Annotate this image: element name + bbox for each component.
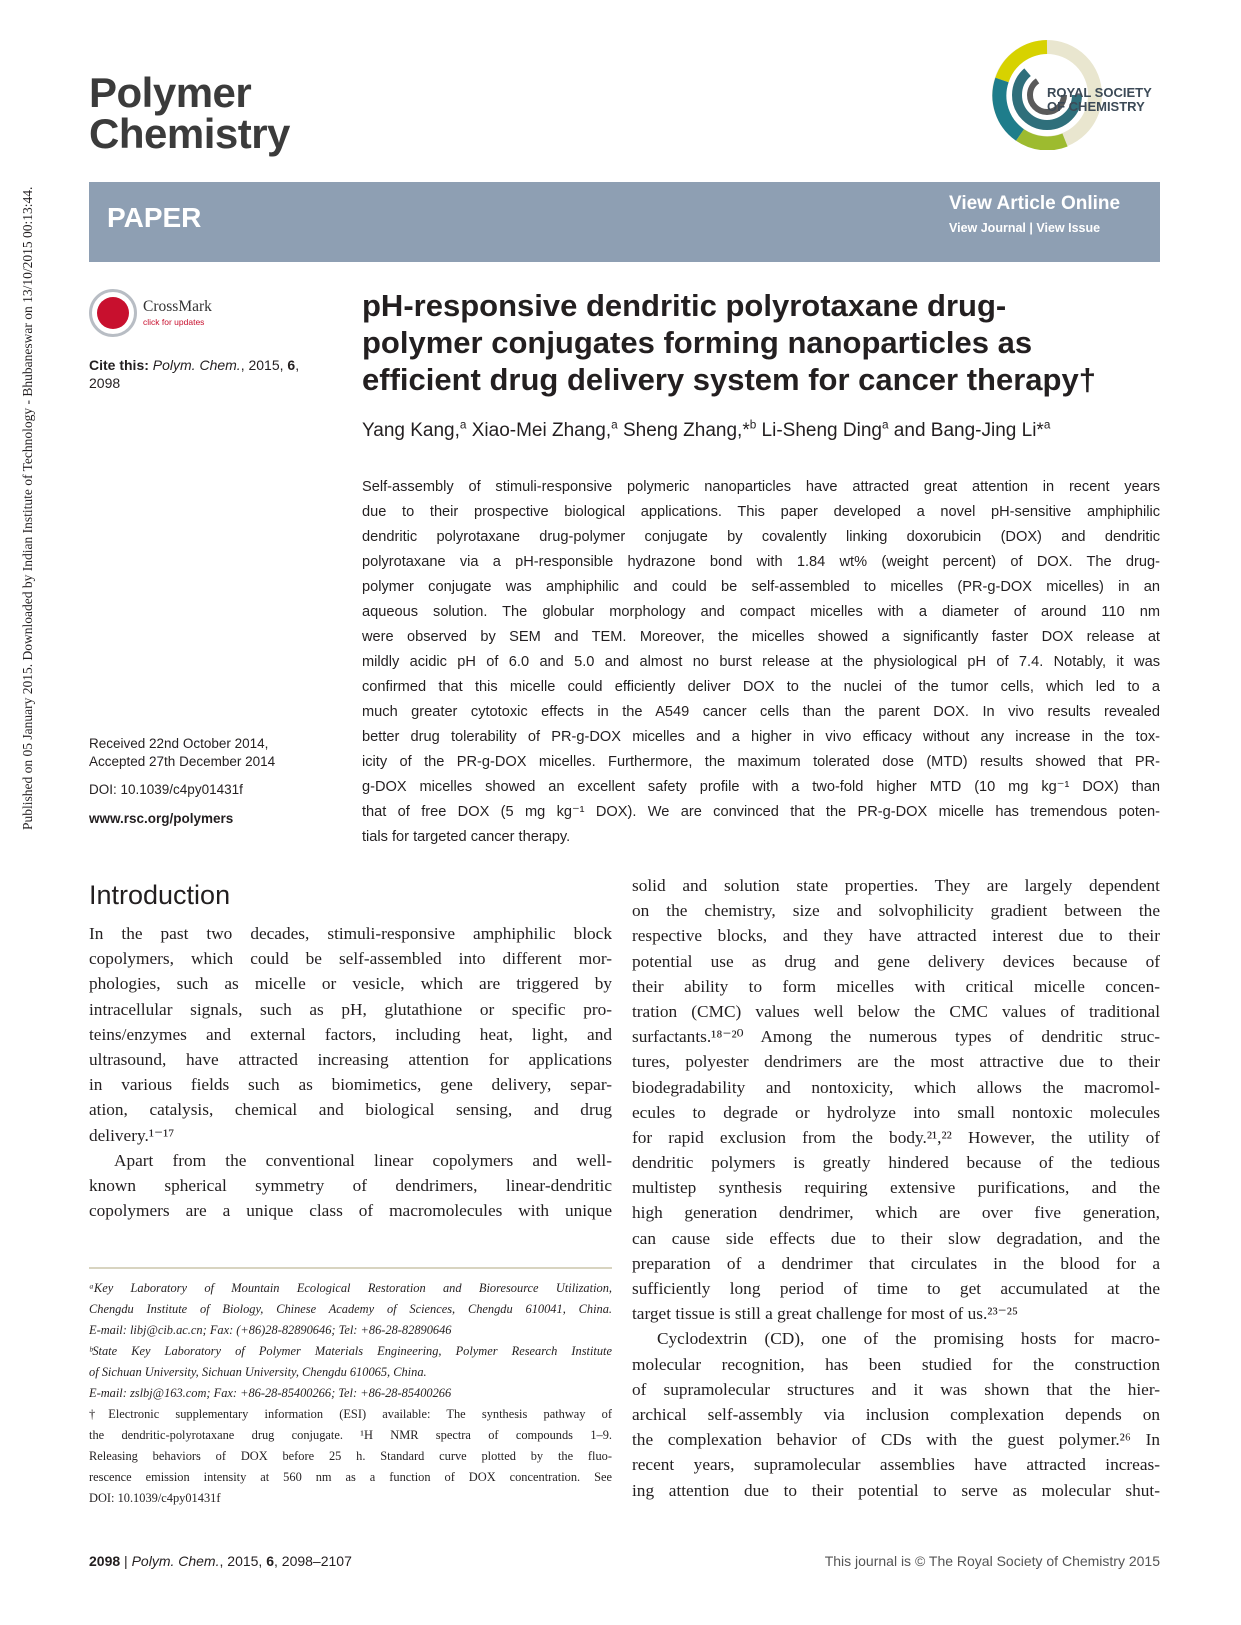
rsc-logo-line1: ROYAL SOCIETY bbox=[1047, 85, 1152, 100]
body-line: ecules to degrade or hydrolyze into small nontoxic molecules bbox=[632, 1102, 1160, 1122]
footnote-line: rescence emission intensity at 560 nm as a function of DOX concentration. See bbox=[89, 1470, 612, 1484]
body-line: teins/enzymes and external factors, including heat, light, and bbox=[89, 1024, 612, 1044]
cite-year: , 2015, bbox=[240, 357, 288, 373]
author-list bbox=[362, 420, 1162, 442]
body-line: solid and solution state properties. They are largely dependent bbox=[632, 876, 1160, 895]
body-line: dendritic polymers is greatly hindered because of the tedious bbox=[632, 1153, 1160, 1173]
footnote-line: Releasing behaviors of DOX before 25 h. Standard curve plotted by the fluo- bbox=[89, 1449, 612, 1463]
footnote-divider bbox=[89, 1267, 612, 1269]
affiliation-mark: a bbox=[459, 418, 467, 432]
author-name: and Bang-Jing Li* bbox=[888, 420, 1044, 441]
footer-pages: , 2098–2107 bbox=[274, 1553, 352, 1569]
body-line: intracellular signals, such as pH, glutathione or specific pro- bbox=[89, 999, 612, 1019]
body-line: high generation dendrimer, which are over five generation, bbox=[632, 1203, 1160, 1223]
footer-volume: 6 bbox=[266, 1553, 274, 1569]
page-number: 2098 bbox=[89, 1553, 121, 1569]
crossmark-label[interactable]: CrossMark bbox=[143, 298, 212, 315]
crossmark-icon-inner bbox=[97, 297, 129, 329]
abstract-line: icity of the PR-g-DOX micelles. Furthermore, the maximum tolerated dose (MTD) results showed that PR- bbox=[362, 754, 1160, 770]
footnote-line: ᵇState Key Laboratory of Polymer Materials Engineering, Polymer Research Institute bbox=[89, 1344, 612, 1358]
body-line: sufficiently long period of time to get accumulated at the bbox=[632, 1279, 1160, 1298]
body-line: on the chemistry, size and solvophilicity gradient between the bbox=[632, 901, 1160, 921]
link-separator: | bbox=[1029, 221, 1033, 235]
abstract-line: that of free DOX (5 mg kg⁻¹ DOX). We are convinced that the PR-g-DOX micelle has tremendous poten- bbox=[362, 804, 1160, 820]
cite-prefix: Cite this: bbox=[89, 357, 149, 373]
body-line: recent years, supramolecular assemblies have attracted increas- bbox=[632, 1455, 1160, 1475]
cite-volume: 6 bbox=[287, 357, 296, 373]
abstract-line: tials for targeted cancer therapy. bbox=[362, 829, 571, 845]
abstract-line: much greater cytotoxic effects in the A549 cancer cells than the parent DOX. In vivo results revealed bbox=[362, 704, 1160, 720]
body-line: Apart from the conventional linear copolymers and well- bbox=[114, 1150, 612, 1170]
abstract-line: confirmed that this micelle could efficiently deliver DOX to the nuclei of the tumor cells, which led to a bbox=[362, 679, 1160, 695]
body-line: the complexation behavior of CDs with the guest polymer.²⁶ In bbox=[632, 1430, 1160, 1450]
footer-journal: Polym. Chem. bbox=[131, 1553, 220, 1569]
body-line: copolymers, which could be self-assembled into different mor- bbox=[89, 949, 612, 969]
copyright-notice: This journal is © The Royal Society of Chemistry 2015 bbox=[824, 1553, 1160, 1569]
body-line: ation, catalysis, chemical and biological sensing, and drug bbox=[89, 1100, 612, 1120]
footer-separator: | bbox=[124, 1553, 128, 1569]
body-line: in various fields such as biomimetics, gene delivery, separ- bbox=[89, 1075, 612, 1095]
body-line: ultrasound, have attracted increasing attention for applications bbox=[89, 1049, 612, 1069]
footnote-line: Chengdu Institute of Biology, Chinese Academy of Sciences, Chengdu 610041, China. bbox=[89, 1302, 612, 1316]
footnote-line: of Sichuan University, Sichuan University, Chengdu 610065, China. bbox=[89, 1365, 427, 1379]
footnote-line: †Electronic supplementary information (ESI) available: The synthesis pathway of bbox=[89, 1407, 612, 1421]
body-line: preparation of a dendrimer that circulates in the blood for a bbox=[632, 1253, 1160, 1273]
abstract-line: aqueous solution. The globular morphology and compact micelles with a diameter of around 110 nm bbox=[362, 604, 1160, 620]
body-line: archical self-assembly via inclusion complexation depends on bbox=[632, 1404, 1160, 1424]
article-title bbox=[362, 287, 1162, 398]
abstract-line: polyrotaxane via a pH-responsible hydrazone bond with 1.84 wt% (weight percent) of DOX. The drug- bbox=[362, 554, 1160, 570]
cite-comma: , bbox=[295, 357, 300, 373]
affiliation-mark: a bbox=[611, 418, 618, 432]
abstract bbox=[362, 475, 1160, 850]
title-line: pH-responsive dendritic polyrotaxane drug- bbox=[362, 288, 1007, 323]
banner-sub-links bbox=[949, 221, 1100, 235]
title-line: efficient drug delivery system for cancer therapy† bbox=[362, 362, 1096, 397]
cite-journal: Polym. Chem. bbox=[152, 357, 241, 373]
author-name: Yang Kang, bbox=[362, 420, 460, 441]
article-type: PAPER bbox=[107, 202, 202, 233]
rsc-logo-line2: OF CHEMISTRY bbox=[1047, 99, 1145, 114]
body-line: target tissue is still a great challenge for most of us.²³⁻²⁵ bbox=[632, 1304, 1018, 1324]
body-line: surfactants.¹⁸⁻²⁰ Among the numerous types of dendritic struc- bbox=[632, 1027, 1160, 1047]
affiliation-mark: b bbox=[749, 418, 757, 432]
body-line: known spherical symmetry of dendrimers, linear-dendritic bbox=[89, 1175, 612, 1195]
author-name: Li-Sheng Ding bbox=[756, 420, 882, 441]
body-line: ing attention due to their potential to serve as molecular shut- bbox=[632, 1480, 1160, 1500]
body-line: for rapid exclusion from the body.²¹,²² However, the utility of bbox=[632, 1127, 1160, 1147]
affiliation-mark: a bbox=[1043, 418, 1051, 432]
body-line: In the past two decades, stimuli-responsive amphiphilic block bbox=[89, 924, 612, 943]
footnotes bbox=[89, 1278, 612, 1509]
footnote-line: DOI: 10.1039/c4py01431f bbox=[89, 1491, 221, 1505]
crossmark-sublabel[interactable]: click for updates bbox=[143, 317, 205, 327]
download-note: Published on 05 January 2015. Downloaded by Indian Institute of Technology - Bhubaneswar on 13/10/2015 00:13:44. bbox=[20, 186, 35, 830]
doi[interactable]: DOI: 10.1039/c4py01431f bbox=[89, 782, 243, 797]
body-line: tures, polyester dendrimers are the most attractive due to their bbox=[632, 1052, 1160, 1072]
abstract-line: g-DOX micelles showed an excellent safety profile with a two-fold higher MTD (10 mg kg⁻¹ DOX) than bbox=[362, 779, 1160, 795]
section-heading: Introduction bbox=[89, 880, 231, 910]
abstract-line: mildly acidic pH of 6.0 and 5.0 and almost no burst release at the physiological pH of 7.4. Notably, it was bbox=[362, 654, 1160, 670]
body-line: biodegradability and nontoxicity, which allows the macromol- bbox=[632, 1077, 1160, 1097]
body-line: of supramolecular structures and it was shown that the hier- bbox=[632, 1379, 1160, 1399]
affiliation-mark: a bbox=[881, 418, 889, 432]
abstract-line: due to their prospective biological applications. This paper developed a novel pH-sensitive amphiphilic bbox=[362, 504, 1160, 520]
journal-title-line2: Chemistry bbox=[89, 110, 290, 157]
abstract-line: Self-assembly of stimuli-responsive polymeric nanoparticles have attracted great attention in recent years bbox=[362, 479, 1160, 495]
body-line: molecular recognition, has been studied for the construction bbox=[632, 1354, 1160, 1374]
page-footer-left bbox=[89, 1553, 352, 1569]
journal-title bbox=[89, 69, 290, 157]
author-name: Xiao-Mei Zhang, bbox=[466, 420, 612, 441]
title-line: polymer conjugates forming nanoparticles as bbox=[362, 325, 1033, 360]
footnote-line: ᵃKey Laboratory of Mountain Ecological Restoration and Bioresource Utilization, bbox=[89, 1281, 612, 1295]
body-right-column bbox=[632, 873, 1160, 1503]
received-date: Received 22nd October 2014, bbox=[89, 736, 269, 751]
body-line: their ability to form micelles with critical micelle concen- bbox=[632, 976, 1160, 996]
view-issue-link[interactable]: View Issue bbox=[1036, 221, 1101, 235]
body-line: can cause side effects due to their slow degradation, and the bbox=[632, 1228, 1160, 1248]
body-line: Cyclodextrin (CD), one of the promising hosts for macro- bbox=[657, 1329, 1160, 1349]
body-line: phologies, such as micelle or vesicle, which are triggered by bbox=[89, 974, 612, 994]
body-line: tration (CMC) values well below the CMC values of traditional bbox=[632, 1001, 1160, 1021]
abstract-line: dendritic polyrotaxane drug-polymer conjugate by covalently linking doxorubicin (DOX) and dendritic bbox=[362, 529, 1160, 545]
body-line: delivery.¹⁻¹⁷ bbox=[89, 1125, 175, 1145]
body-line: respective blocks, and they have attracted interest due to their bbox=[632, 926, 1160, 946]
body-line: multistep synthesis requiring extensive purifications, and the bbox=[632, 1178, 1160, 1198]
rsc-logo-text bbox=[1047, 86, 1152, 114]
footnote-line: E-mail: zslbj@163.com; Fax: +86-28-85400266; Tel: +86-28-85400266 bbox=[89, 1386, 452, 1400]
view-article-online-link[interactable]: View Article Online bbox=[949, 193, 1121, 214]
footer-year: , 2015, bbox=[219, 1553, 267, 1569]
abstract-line: were observed by SEM and TEM. Moreover, the micelles showed a significantly faster DOX release at bbox=[362, 629, 1160, 645]
article-dates bbox=[89, 735, 319, 771]
footnote-line: the dendritic-polyrotaxane drug conjugate. ¹H NMR spectra of compounds 1–9. bbox=[89, 1428, 612, 1442]
cite-page: 2098 bbox=[89, 375, 121, 391]
journal-title-line1: Polymer bbox=[89, 69, 252, 116]
view-journal-link[interactable]: View Journal bbox=[949, 221, 1026, 235]
abstract-line: polymer conjugate was amphiphilic and could be self-assembled to micelles (PR-g-DOX micelles) in an bbox=[362, 579, 1160, 595]
accepted-date: Accepted 27th December 2014 bbox=[89, 754, 276, 769]
body-line: potential use as drug and gene delivery devices because of bbox=[632, 951, 1160, 971]
journal-url[interactable]: www.rsc.org/polymers bbox=[89, 811, 234, 826]
citation bbox=[89, 356, 319, 392]
abstract-line: better drug tolerability of PR-g-DOX micelles and a higher in vivo efficacy without any increase in the tox- bbox=[362, 729, 1160, 745]
footnote-line: E-mail: libj@cib.ac.cn; Fax: (+86)28-82890646; Tel: +86-28-82890646 bbox=[89, 1323, 452, 1337]
author-name: Sheng Zhang,* bbox=[617, 420, 750, 441]
body-line: copolymers are a unique class of macromolecules with unique bbox=[89, 1201, 612, 1221]
body-left-column bbox=[89, 921, 612, 1223]
